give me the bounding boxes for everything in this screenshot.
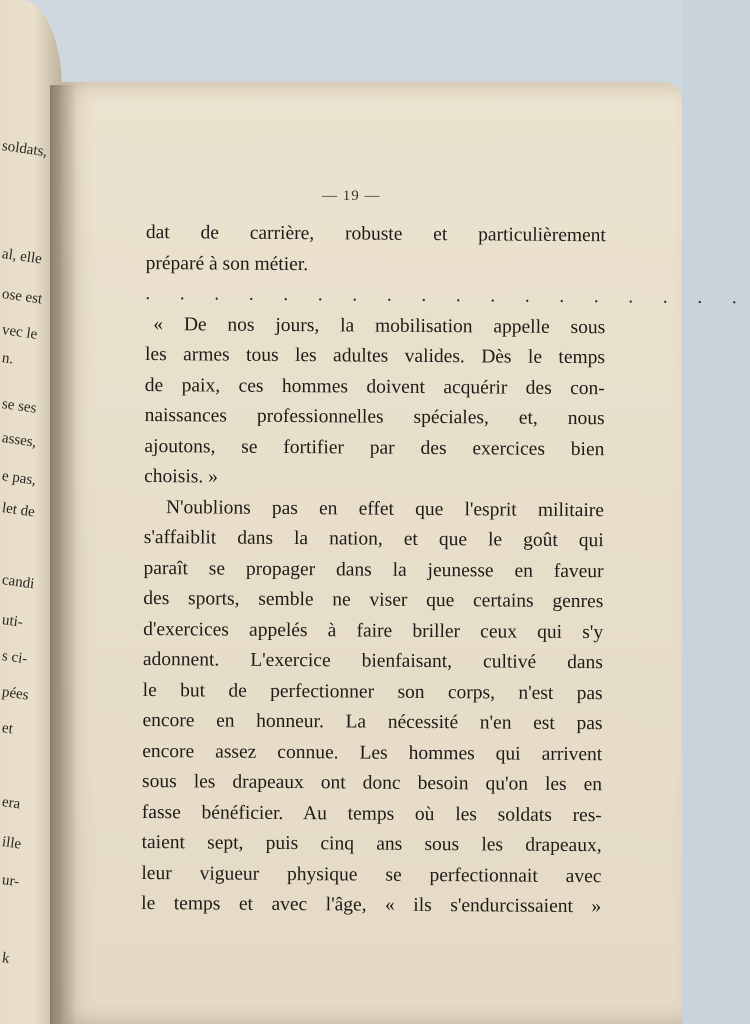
left-page-fragment: k <box>0 950 11 967</box>
text-line: N'oublions pas en effet que l'esprit militaire <box>165 496 605 521</box>
left-page-fragment: era <box>0 794 22 813</box>
ellipsis-separator: . . . . . . . . . . . . . . . . . . <box>145 282 750 309</box>
left-page-fragment: ille <box>0 834 23 853</box>
left-page-fragment: e pas, <box>0 468 38 489</box>
left-page-fragment: et <box>0 720 14 738</box>
left-page-fragment: let de <box>0 500 36 521</box>
gutter-shadow <box>50 85 76 1024</box>
left-page-fragment: vec le <box>0 322 39 343</box>
left-page-fragment: asses, <box>0 430 38 451</box>
text-line: taient sept, puis cinq ans sous les drapeaux, <box>141 831 602 857</box>
text-line: paraît se propager dans la jeunesse en faveur <box>143 557 604 582</box>
left-page-fragment: se ses <box>0 396 38 417</box>
text-line: fasse bénéficier. Au temps où les soldats res- <box>141 801 602 826</box>
text-line: naissances professionnelles spéciales, et, nous <box>144 404 605 430</box>
left-page-fragment: n. <box>0 350 15 368</box>
left-page-fragment: ur- <box>0 872 21 891</box>
text-line: leur vigueur physique se perfectionnait avec <box>141 862 602 887</box>
text-line: s'affaiblit dans la nation, et que le goût qui <box>143 526 604 552</box>
left-page-fragment: ose est <box>0 286 44 308</box>
text-line: le temps et avec l'âge, « ils s'endurcissaient » <box>141 892 602 918</box>
left-page-fragment: uti- <box>0 612 24 631</box>
left-page-fragment: soldats, <box>0 138 49 161</box>
left-page-fragment: pées <box>0 684 30 704</box>
left-page-fragment: s ci- <box>0 648 29 668</box>
left-page-fragment: candi <box>0 572 36 593</box>
text-line: sous les drapeaux ont donc besoin qu'on les en <box>141 770 603 796</box>
text-line: les armes tous les adultes valides. Dès le temps <box>144 343 606 369</box>
text-line: le but de perfectionner son corps, n'est pas <box>142 679 603 704</box>
text-line: « De nos jours, la mobilisation appelle sous <box>153 313 606 338</box>
text-line: préparé à son métier. <box>145 252 309 275</box>
text-line: de paix, ces hommes doivent acquérir des con- <box>144 374 605 399</box>
text-line: des sports, semble ne viser que certains genres <box>143 587 604 613</box>
text-line: adonnent. L'exercice bienfaisant, cultivé dans <box>142 648 603 674</box>
text-line: choisis. » <box>144 465 218 488</box>
text-line: d'exercices appelés à faire briller ceux qui s'y <box>143 618 604 643</box>
text-line: encore en honneur. La nécessité n'en est pas <box>142 709 603 735</box>
page-body-text <box>141 218 750 923</box>
text-line: encore assez connue. Les hommes qui arrivent <box>142 740 603 765</box>
text-line: ajoutons, se fortifier par des exercices bien <box>144 435 605 460</box>
left-page-fragment: al, elle <box>0 246 43 268</box>
text-line: dat de carrière, robuste et particulièrement <box>145 221 606 247</box>
page-number: — 19 — <box>322 188 381 204</box>
